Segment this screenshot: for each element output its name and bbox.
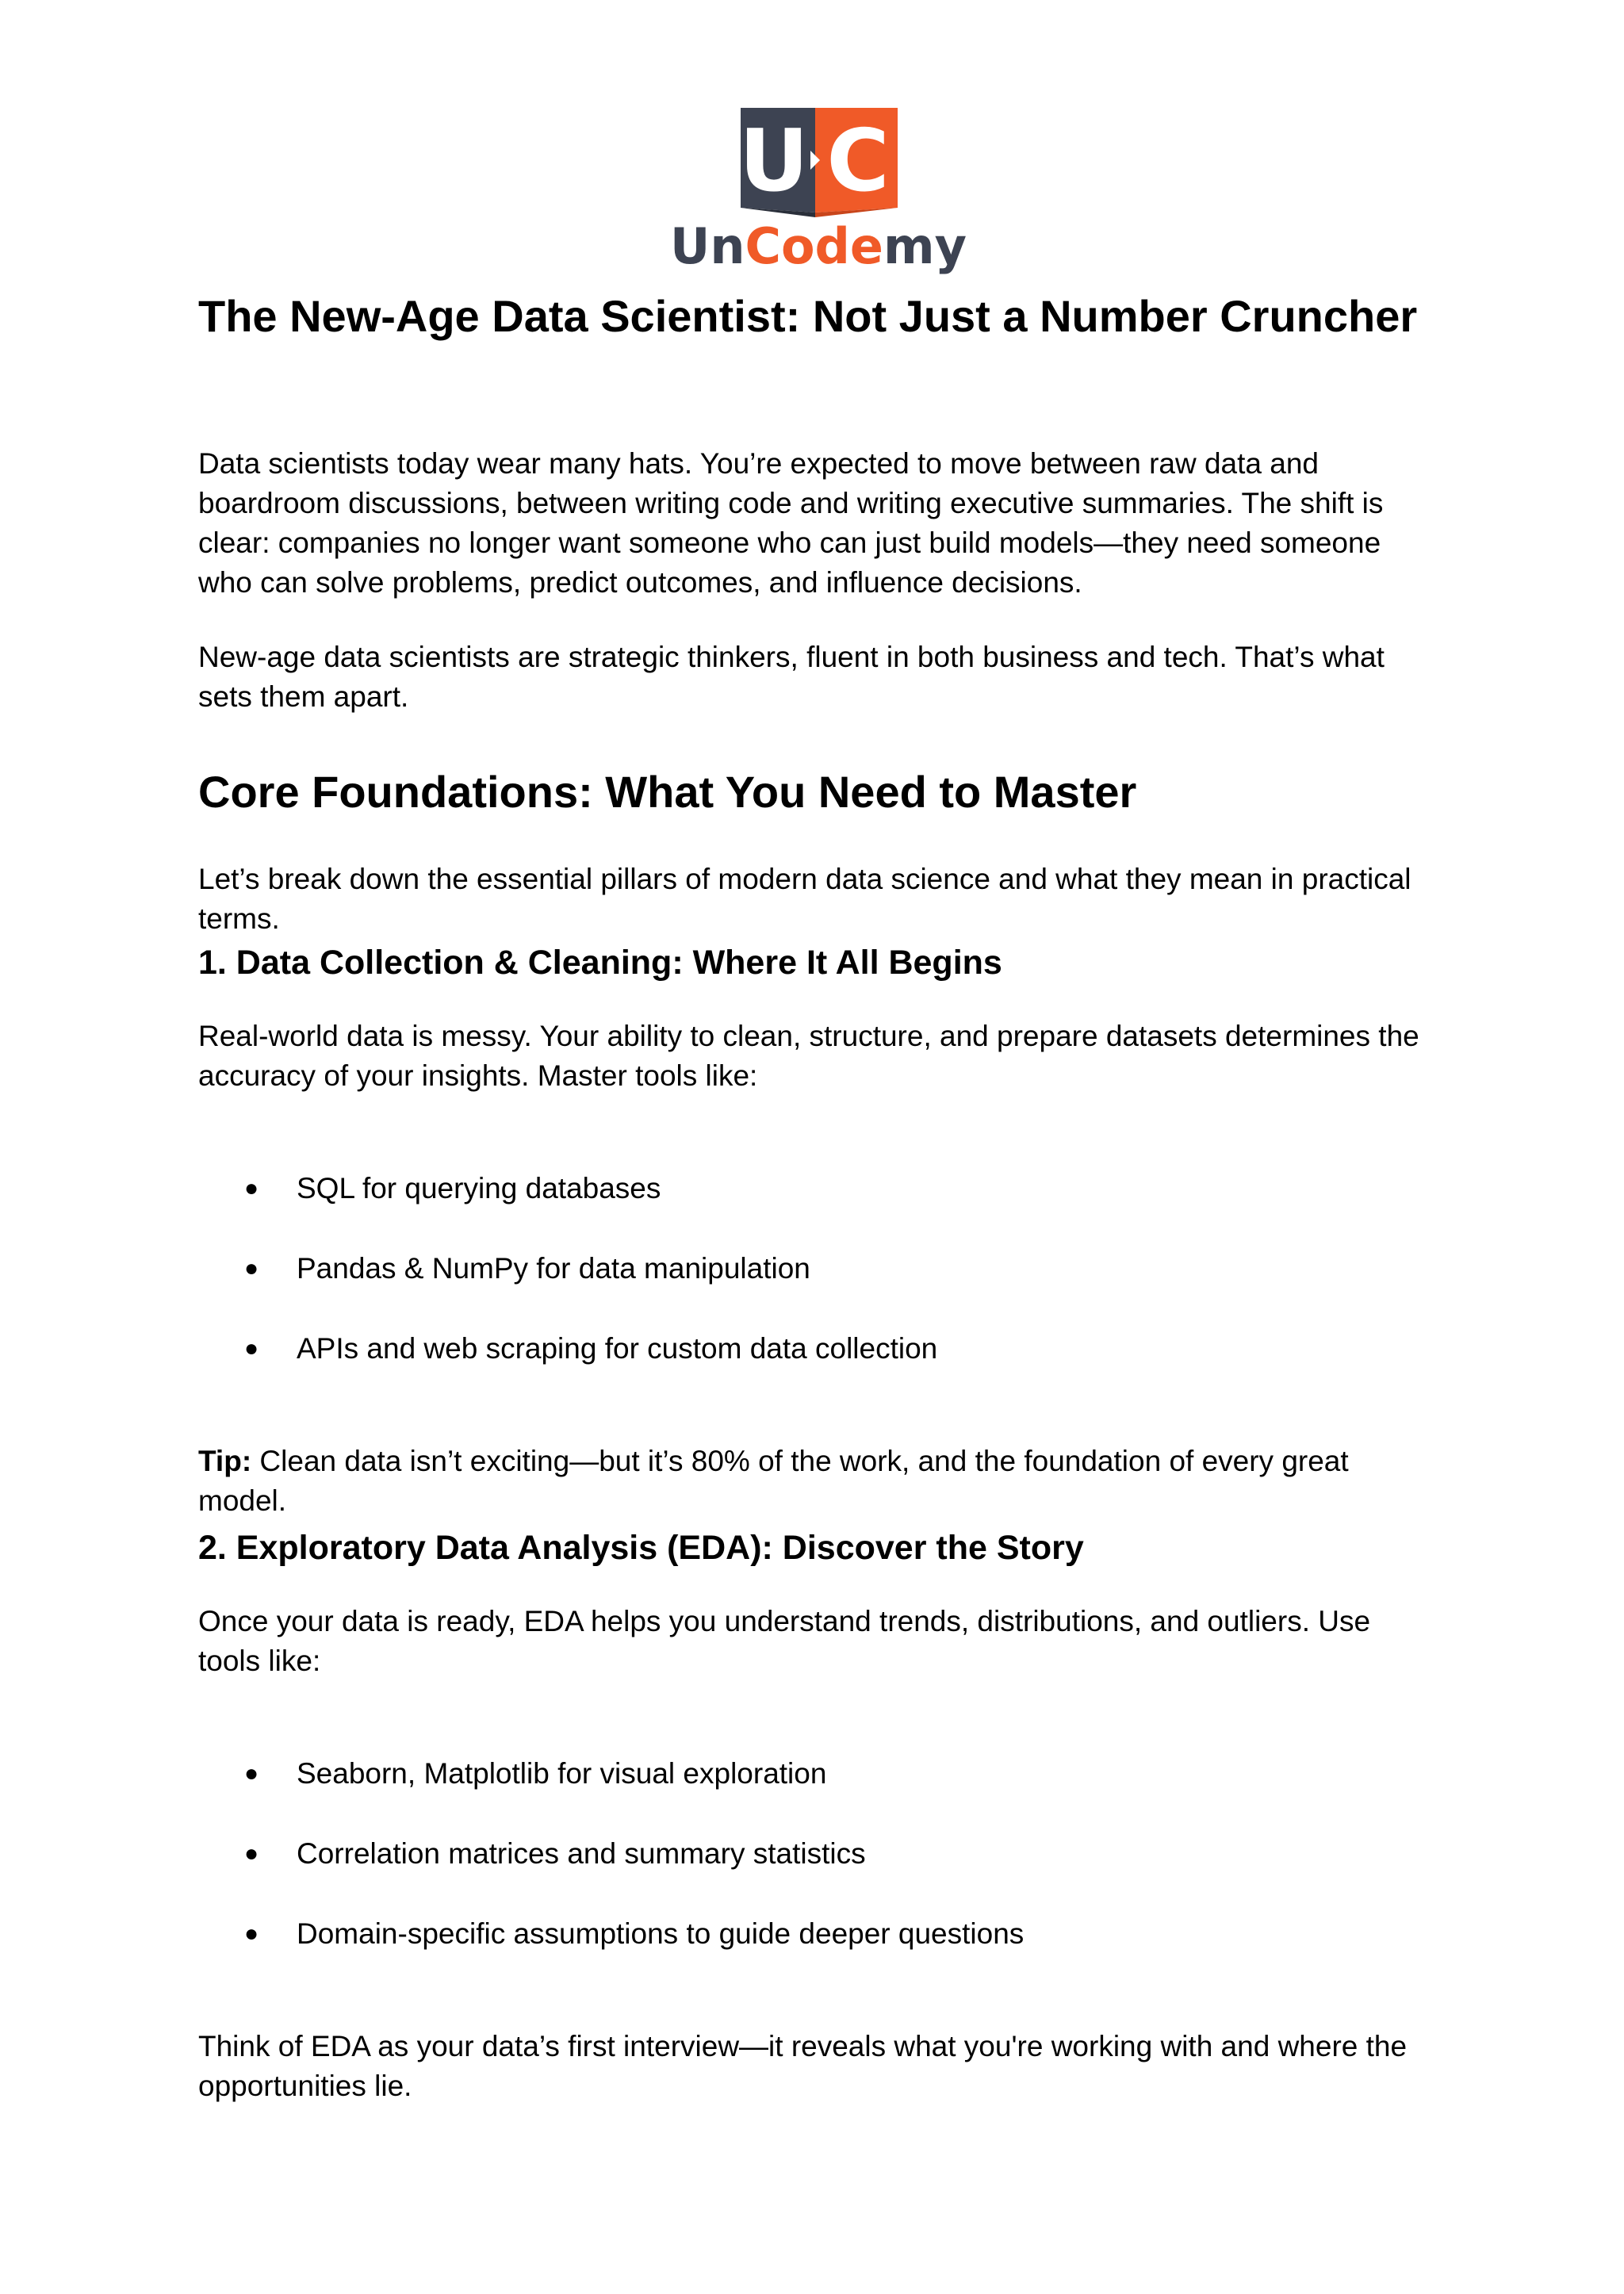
bullet-icon: ● [244, 1335, 259, 1361]
list-item-text: Domain-specific assumptions to guide deeper questions [297, 1917, 1025, 1950]
svg-text:C: C [826, 112, 890, 211]
list-item-text: APIs and web scraping for custom data collection [297, 1332, 938, 1365]
section1-list [198, 1169, 1388, 1409]
core-foundations-intro: Let’s break down the essential pillars of modern data science and what they mean in practical terms. [198, 863, 1411, 935]
intro-paragraph-1: Data scientists today wear many hats. You’re expected to move between raw data and boardroom discussions, between writing code and writing executive summaries. The shift is clear: companies no longer want someone who can just build models—they need someone who can solve problems, predict outcomes, and influence decisions. [198, 447, 1384, 599]
tip-label: Tip: [198, 1445, 252, 1477]
svg-text:UnCodemy: UnCodemy [669, 217, 967, 275]
section2-outro: Think of EDA as your data’s first interview—it reveals what you're working with and where the opportunities lie. [198, 2030, 1408, 2102]
page-title: The New-Age Data Scientist: Not Just a Number Cruncher [198, 291, 1418, 341]
list-item [198, 1169, 1388, 1208]
list-item [198, 1754, 1388, 1794]
uncodemy-logo-graphic [669, 105, 967, 275]
section2-text: Once your data is ready, EDA helps you understand trends, distributions, and outliers. Use tools like: [198, 1605, 1371, 1677]
list-item-text: Correlation matrices and summary statistics [297, 1837, 866, 1870]
tip-text: Clean data isn’t exciting—but it’s 80% of the work, and the foundation of every great model. [198, 1445, 1349, 1517]
list-item-text: SQL for querying databases [297, 1172, 661, 1204]
list-item-text: Pandas & NumPy for data manipulation [297, 1252, 810, 1285]
bullet-icon: ● [244, 1175, 259, 1201]
section2-list [198, 1754, 1388, 1994]
section1-text: Real-world data is messy. Your ability to clean, structure, and prepare datasets determines the accuracy of your insights. Master tools like: [198, 1020, 1419, 1092]
list-item-text: Seaborn, Matplotlib for visual exploration [297, 1757, 827, 1790]
bullet-icon: ● [244, 1840, 259, 1867]
section1-tip [198, 1442, 1435, 1521]
intro-paragraph-2: New-age data scientists are strategic thinkers, fluent in both business and tech. That’s what sets them apart. [198, 641, 1385, 713]
bullet-icon: ● [244, 1921, 259, 1947]
core-foundations-heading: Core Foundations: What You Need to Master [198, 767, 1137, 817]
list-item [198, 1329, 1388, 1369]
document-body [198, 285, 1435, 2102]
svg-text:U: U [739, 112, 809, 211]
bullet-icon: ● [244, 1255, 259, 1281]
list-item [198, 1914, 1388, 1954]
list-item [198, 1834, 1388, 1874]
section1-heading: 1. Data Collection & Cleaning: Where It All Begins [198, 944, 1002, 982]
bullet-icon: ● [244, 1760, 259, 1787]
section2-heading: 2. Exploratory Data Analysis (EDA): Discover the Story [198, 1529, 1084, 1567]
list-item [198, 1249, 1388, 1289]
uncodemy-logo [669, 105, 967, 275]
